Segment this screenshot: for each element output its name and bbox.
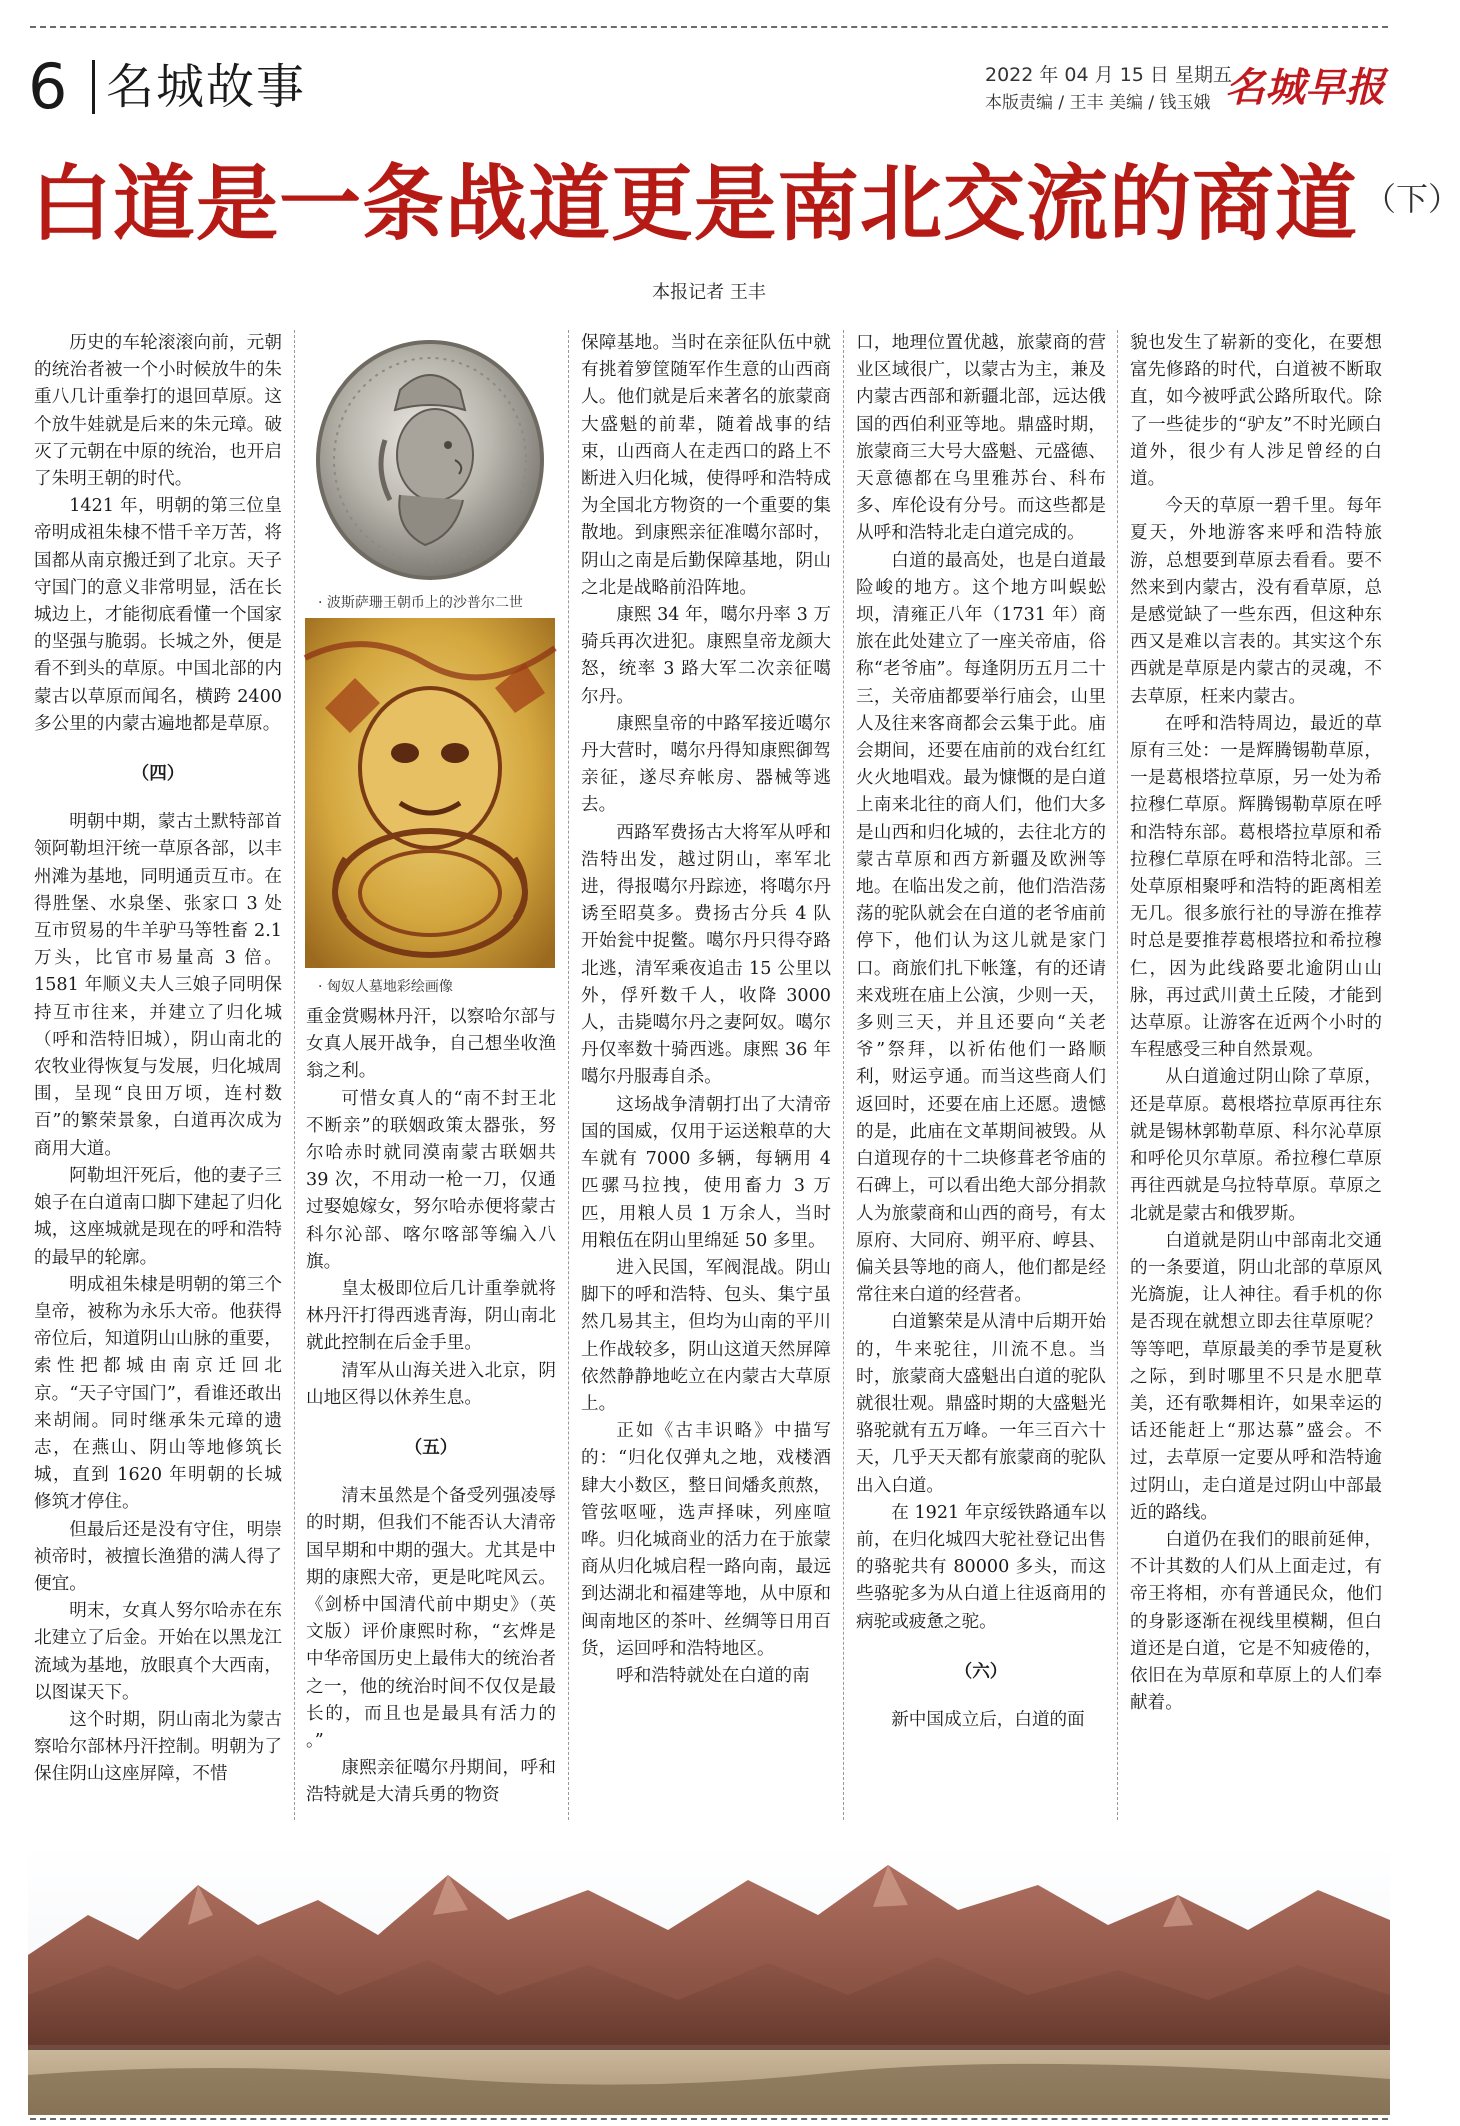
paragraph-continued: 口，地理位置优越，旅蒙商的营业区域很广，以蒙古为主，兼及内蒙古西部和新疆北部，远达俄国的西伯利亚等地。鼎盛时期，旅蒙商三大号大盛魁、元盛德、天意德都在乌里雅苏台、科布多、库伦设有分号。而这些都是从呼和浩特北走白道完成的。 xyxy=(856,333,1106,544)
paragraph-continued: 重金赏赐林丹汗，以察哈尔部与女真人展开战争，自己想坐收渔翁之利。 xyxy=(306,1007,556,1082)
coin-photo xyxy=(305,330,555,588)
section-heading: （六） xyxy=(954,1660,1008,1682)
paragraph: 白道繁荣是从清中后期开始的，牛来驼往，川流不息。当时，旅蒙商大盛魁出白道的驼队就很壮观。鼎盛时期的大盛魁光骆驼就有五万峰。一年三百六十天，几乎天天都有旅蒙商的驼队出入白道。 xyxy=(856,1312,1106,1496)
paragraph: 阿勒坦汗死后，他的妻子三娘子在白道南口脚下建起了归化城，这座城就是现在的呼和浩特的最早的轮廓。 xyxy=(34,1165,282,1268)
paragraph: 康熙皇帝的中路军接近噶尔丹大营时，噶尔丹得知康熙御驾亲征，遂尽弃帐房、器械等逃去。 xyxy=(581,713,831,816)
paragraph: 在 1921 年京绥铁路通车以前，在归化城四大驼社登记出售的骆驼共有 80000 多头，而这些骆驼多为从白道上往返商用的病驼或疲惫之驼。 xyxy=(856,1502,1106,1632)
section-title: 名城故事 xyxy=(106,59,307,115)
bottom-dashed-rule xyxy=(30,2118,1388,2120)
page-number-separator xyxy=(92,60,95,114)
paragraph: 正如《古丰识略》中描写的：“归化仅弹丸之地，戏楼酒肆大小数区，整日间燔炙煎熬，管弦呕哑，选声择味，列座喧哗。归化城商业的活力在于旅蒙商从归化城启程一路向南，最远到达湖北和福建等地，从中原和闽南地区的茶叶、丝绸等日用百货，运回呼和浩特地区。 xyxy=(581,1421,831,1659)
column-rule xyxy=(843,330,844,1820)
paragraph: 今天的草原一碧千里。每年夏天，外地游客来呼和浩特旅游，总想要到草原去看看。要不然来到内蒙古，没有看草原，总是感觉缺了一些东西，但这种东西又是难以言表的。其实这个东西就是草原是内蒙古的灵魂，不去草原，枉来内蒙古。 xyxy=(1130,496,1382,707)
mountain-landscape-photo xyxy=(28,1845,1390,2115)
paragraph-continued: 貌也发生了崭新的变化，在要想富先修路的时代，白道被不断取直，如今被呼武公路所取代。除了一些徒步的“驴友”不时光顾白道外，很少有人涉足曾经的白道。 xyxy=(1130,333,1382,490)
paragraph: 白道仍在我们的眼前延伸，不计其数的人们从上面走过，有帝王将相，亦有普通民众，他们的身影逐渐在视线里模糊，但白道还是白道，它是不知疲倦的，依旧在为草原和草原上的人们奉献着。 xyxy=(1130,1529,1382,1714)
paragraph: 清末虽然是个备受列强凌辱的时期，但我们不能否认大清帝国早期和中期的强大。尤其是中期的康熙大帝，更是叱咤风云。《剑桥中国清代前中期史》（英文版）评价康熙时称，“玄烨是中华帝国历史上最伟大的统治者之一，他的统治时间不仅仅是最长的，而且也是最具有活力的 。” xyxy=(306,1486,556,1752)
byline: 本报记者 王丰 xyxy=(652,282,766,303)
editor-credits: 本版责编 / 王丰 美编 / 钱玉娥 xyxy=(985,93,1211,113)
paragraph: 可惜女真人的“南不封王北不断亲”的联姻政策太器张，努尔哈赤时就同漠南蒙古联姻共 39 次，不用动一枪一刀，仅通过娶媳嫁女，努尔哈赤便将蒙古科尔沁部、喀尔喀部等编入八旗。 xyxy=(306,1088,556,1272)
paragraph-continued: 保障基地。当时在亲征队伍中就有挑着箩筐随军作生意的山西商人。他们就是后来著名的旅蒙商大盛魁的前辈，随着战事的结束，山西商人在走西口的路上不断进入归化城，使得呼和浩特成为全国北方物资的一个重要的集散地。到康熙亲征准噶尔部时，阴山之南是后勤保障基地，阴山之北是战略前沿阵地。 xyxy=(581,333,831,598)
article-column-4 xyxy=(856,330,1106,1820)
king-profile xyxy=(397,409,473,501)
paragraph: 清军从山海关进入北京，阴山地区得以休养生息。 xyxy=(306,1360,556,1408)
column-rule xyxy=(568,330,569,1820)
paragraph: 白道就是阴山中部南北交通的一条要道，阴山北部的草原风光旖旎，让人神往。看手机的你是否现在就想立即去往草原呢？等等吧，草原最美的季节是夏秋之际，到时哪里不只是水肥草美，还有歌舞相许，如果幸运的话还能赶上“那达慕”盛会。不过，去草原一定要从呼和浩特逾过阴山，走白道是过阴山中部最近的路线。 xyxy=(1130,1230,1382,1523)
column-rule xyxy=(294,330,295,1820)
section-heading: （四） xyxy=(131,763,185,785)
article-column-1 xyxy=(34,330,282,1820)
newspaper-logo xyxy=(1218,58,1393,114)
coin-caption: · 波斯萨珊王朝币上的沙普尔二世 xyxy=(318,595,523,611)
paragraph: 明成祖朱棣是明朝的第三个皇帝，被称为永乐大帝。他获得帝位后，知道阴山山脉的重要，索性把都城由南京迁回北京。“天子守国门”，看谁还敢出来胡闹。同时继承朱元璋的遗志，在燕山、阴山等地修筑长城，直到 1620 年明朝的长城修筑才停住。 xyxy=(34,1274,282,1513)
column-rule xyxy=(1117,330,1118,1820)
paragraph: 皇太极即位后几计重拳就将林丹汗打得西逃青海，阴山南北就此控制在后金手里。 xyxy=(306,1279,556,1354)
paragraph: 明朝中期，蒙古土默特部首领阿勒坦汗统一草原各部，以丰州滩为基地，同明通贡互市。在得胜堡、水泉堡、张家口 3 处互市贸易的牛羊驴马等牲畜 2.1 万头，比官市易量高 3 倍。1581 年顺义夫人三娘子同明保持互市往来，并建立了归化城（呼和浩特旧城），阴山南北的农牧业得恢复与发展，归化城周围，呈现“良田万顷，连村数百”的繁荣景象，白道再次成为商用大道。 xyxy=(34,812,282,1159)
headline-main: 白道是一条战道更是南北交流的商道 xyxy=(30,157,1359,252)
paragraph: 但最后还是没有守住，明崇祯帝时，被擅长渔猎的满人得了便宜。 xyxy=(34,1519,282,1594)
paragraph: 新中国成立后，白道的面 xyxy=(891,1709,1085,1730)
paragraph: 这场战争清朝打出了大清帝国的国威，仅用于运送粮草的大车就有 7000 多辆，每辆用 4 匹骡马拉拽，使用畜力 3 万匹，用粮人员 1 万余人，当时用粮伍在阴山里绵延 50 多里。 xyxy=(581,1094,831,1251)
section-heading: （五） xyxy=(404,1437,458,1459)
mask-face xyxy=(360,688,500,848)
paragraph: 呼和浩特就处在白道的南 xyxy=(616,1665,810,1686)
paragraph: 白道的最高处，也是白道最险峻的地方。这个地方叫蜈蚣坝，清雍正八年（1731 年）商旅在此处建立了一座关帝庙，俗称“老爷庙”。每逢阴历五月二十三，关帝庙都要举行庙会，山里人及往来客商都会云集于此。庙会期间，还要在庙前的戏台红红火火地唱戏。最为慷慨的是白道上南来北往的商人们，他们大多是山西和归化城的，去往北方的蒙古草原和西方新疆及欧洲等地。在临出发之前，他们浩浩荡荡的驼队就会在白道的老爷庙前停下，他们认为这儿就是家门口。商旅们扎下帐篷，有的还请来戏班在庙上公演，少则一天，多则三天，并且还要向“关老爷”祭拜，以祈佑他们一路顺利，财运亨通。而当这些商人们返回时，还要在庙上还愿。遗憾的是，此庙在文革期间被毁。从白道现存的十二块修葺老爷庙的石碑上，可以看出绝大部分捐款人为旅蒙商和山西的商号，有太原府、大同府、朔平府、崞县、偏关县等地的商人，他们都是经常往来白道的经营者。 xyxy=(856,550,1106,1306)
issue-date: 2022 年 04 月 15 日 星期五 xyxy=(985,64,1232,86)
article-column-2 xyxy=(306,1004,556,1820)
paragraph: 1421 年，明朝的第三位皇帝明成祖朱棣不惜千辛万苦，将国都从南京搬迁到了北京。天子守国门的意义非常明显，活在长城边上，才能彻底看懂一个国家的坚强与脆弱。长城之外，便是看不到头的草原。中国北部的内蒙古以草原而闻名，横跨 2400 多公里的内蒙古遍地都是草原。 xyxy=(34,496,282,734)
paragraph: 进入民国，军阀混战。阴山脚下的呼和浩特、包头、集宁虽然几易其主，但均为山南的平川上作战较多，阴山这道天然屏障依然静静地屹立在内蒙古大草原上。 xyxy=(581,1257,831,1414)
newspaper-logo-text: 名城早报 xyxy=(1225,64,1385,111)
paragraph: 在呼和浩特周边，最近的草原有三处：一是辉腾锡勒草原，一是葛根塔拉草原，另一处为希拉穆仁草原。辉腾锡勒草原在呼和浩特东部。葛根塔拉草原和希拉穆仁草原在呼和浩特北部。三处草原相聚呼和浩特的距离相差无几。很多旅行社的导游在推荐时总是要推荐葛根塔拉和希拉穆仁，因为此线路要北逾阴山山脉，再过武川黄土丘陵，才能到达草原。让游客在近两个小时的车程感受三种自然景观。 xyxy=(1130,713,1382,1061)
headline xyxy=(30,150,1460,260)
mural-photo xyxy=(305,618,555,968)
article-column-3 xyxy=(581,330,831,1820)
top-dashed-rule xyxy=(30,26,1388,28)
paragraph: 历史的车轮滚滚向前，元朝的统治者被一个小时候放牛的朱重八几计重拳打的退回草原。这个放牛娃就是后来的朱元璋。破灭了元朝在中原的统治，也开启了朱明王朝的时代。 xyxy=(34,333,282,490)
paragraph: 从白道逾过阴山除了草原，还是草原。葛根塔拉草原再往东就是锡林郭勒草原、科尔沁草原和呼伦贝尔草原。希拉穆仁草原再往西就是乌拉特草原。草原之北就是蒙古和俄罗斯。 xyxy=(1130,1067,1382,1224)
headline-part: （下） xyxy=(1364,180,1460,218)
page-number: 6 xyxy=(28,50,68,123)
article-column-5 xyxy=(1130,330,1382,1820)
paragraph: 明末，女真人努尔哈赤在东北建立了后金。开始在以黑龙江流域为基地，放眼真个大西南，以图谋天下。 xyxy=(34,1601,282,1703)
mural-caption: · 匈奴人墓地彩绘画像 xyxy=(318,979,453,995)
paragraph: 西路军费扬古大将军从呼和浩特出发，越过阴山，率军北进，得报噶尔丹踪迹，将噶尔丹诱至昭莫多。费扬古分兵 4 队开始瓮中捉鳖。噶尔丹只得夺路北逃，清军乘夜追击 15 公里以外，俘歼数千人，收降 3000 人，击毙噶尔丹之妻阿奴。噶尔丹仅率数十骑西逃。康熙 36 年噶尔丹服毒自杀。 xyxy=(581,822,831,1088)
paragraph: 康熙亲征噶尔丹期间，呼和浩特就是大清兵勇的物资 xyxy=(306,1758,556,1806)
paragraph: 康熙 34 年，噶尔丹率 3 万骑兵再次进犯。康熙皇帝龙颜大怒，统率 3 路大军二次亲征噶尔丹。 xyxy=(581,605,831,707)
paragraph: 这个时期，阴山南北为蒙古察哈尔部林丹汗控制。明朝为了保住阴山这座屏障，不惜 xyxy=(34,1709,282,1785)
